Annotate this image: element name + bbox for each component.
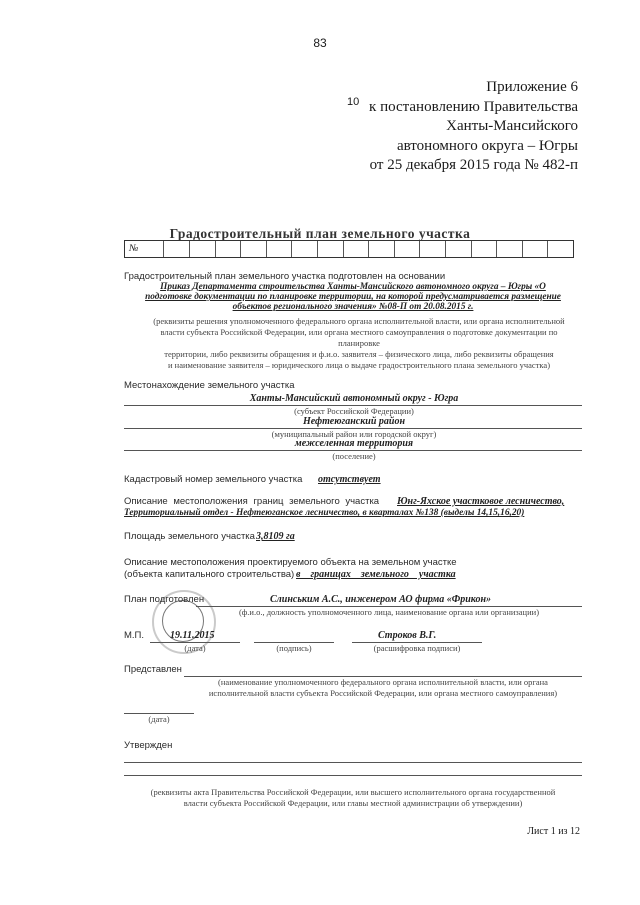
seal-mark: М.П. [124,630,145,641]
prepared-label: План подготовлен [124,594,205,605]
caption-line: территории, либо реквизиты обращения и ф.и.о. заявителя – физического лица, либо реквизиты обращения [164,349,554,359]
approved-caption-1: (реквизиты акта Правительства Российской Федерации, или высшего исполнительного органа государственной [150,787,556,797]
plan-number-grid [124,240,574,258]
prepared-caption: (ф.и.о., должность уполномоченного лица, наименование органа или организации) [238,607,540,617]
location-label: Местонахождение земельного участка [124,380,295,391]
number-label: № [129,243,139,254]
approved-caption-2: власти субъекта Российской Федерации, или главы местной администрации об утверждении) [183,798,523,808]
presented-caption-1: (наименование уполномоченного федерального органа исполнительной власти, или органа [218,677,548,687]
cadastral-value: отсутствует [318,474,381,485]
number-cell [496,241,522,257]
prepared-value: Слинським А.С., инженером АО фирма «Фрикон» [270,594,492,605]
number-cell [394,241,420,257]
date-caption: (дата) [184,643,206,653]
borders-value-2: Территориальный отдел - Нефтеюганское лесничество, в кварталах №138 (выделы 14,15,16,20) [124,508,525,518]
signature-name: Строков В.Г. [378,630,437,641]
basis-label: Градостроительный план земельного участка подготовлен на основании [124,271,446,282]
area-label: Площадь земельного участка [124,531,255,542]
number-cell [240,241,266,257]
location-district: Нефтеюганский район [303,416,405,427]
number-cell [445,241,471,257]
appendix-header [369,78,578,176]
basis-value-line: Приказ Департамента строительства Ханты-Мансийского автономного округа – Югры «О [160,282,546,292]
district-caption: (муниципальный район или городской округ) [271,429,437,439]
borders-value-1: Юнг-Яхское участковое лесничество, [397,496,565,507]
location-subject: Ханты-Мансийский автономный округ - Югра [249,393,459,404]
area-value: 3,8109 га [256,531,295,542]
side-mark: 10 [347,96,360,108]
location-settlement: межселенная территория [294,438,414,449]
approved-line-1 [124,762,582,763]
appendix-line: автономного округа – Югры [396,137,578,154]
caption-line: и наименование заявителя – юридического лица о выдаче градостроительного плана земельного участка) [167,360,551,370]
object-label-2: (объекта капитального строительства) [124,569,295,580]
sign-caption: (подпись) [276,643,312,653]
document-title: Градостроительный план земельного участка [169,226,471,241]
number-cell [547,241,573,257]
basis-caption [124,316,594,371]
subject-caption: (субъект Российской Федерации) [294,406,414,416]
basis-value-line: подготовке документации по планировке территории, на которой предусматривается размещение [145,292,561,302]
page-number: 83 [313,36,327,50]
borders-label: Описание местоположения границ земельного участка [124,496,380,507]
number-cell [291,241,317,257]
appendix-line: Приложение 6 [486,79,578,95]
number-cell [419,241,445,257]
object-label: Описание местоположения проектируемого объекта на земельном участке [124,557,457,568]
approved-label: Утвержден [124,740,173,751]
number-cell [163,241,189,257]
number-cell [522,241,548,257]
sheet-counter: Лист 1 из 12 [527,826,580,837]
number-cell [266,241,292,257]
object-value: в границах земельного участка [296,569,456,580]
appendix-line: к постановлению Правительства [369,98,578,115]
appendix-line: Ханты-Мансийского [446,118,578,134]
caption-line: планировке [338,338,380,348]
number-cell [343,241,369,257]
signature-date: 19.11.2015 [170,630,215,641]
number-cell [471,241,497,257]
approved-line-2 [124,775,582,776]
settlement-caption: (поселение) [332,451,376,461]
caption-line: власти субъекта Российской Федерации, или органа местного самоуправления о подготовке документации по [160,327,558,337]
number-cell [317,241,343,257]
basis-value-line: объектов регионального значения» №08-П от 20.08.2015 г. [232,302,474,312]
presented-label: Представлен [124,664,182,675]
caption-line: (реквизиты решения уполномоченного федерального органа исполнительной власти, или органа исполнительной [153,316,565,326]
name-caption: (расшифровка подписи) [373,643,461,653]
number-cell [189,241,215,257]
cadastral-label: Кадастровый номер земельного участка [124,474,303,485]
basis-value [124,282,582,312]
appendix-line: от 25 декабря 2015 года № 482-п [369,157,578,173]
presented-date-caption: (дата) [148,714,170,724]
number-cell [215,241,241,257]
presented-caption-2: исполнительной власти субъекта Российской Федерации, или органа местного самоуправления) [208,688,558,698]
number-cell [368,241,394,257]
